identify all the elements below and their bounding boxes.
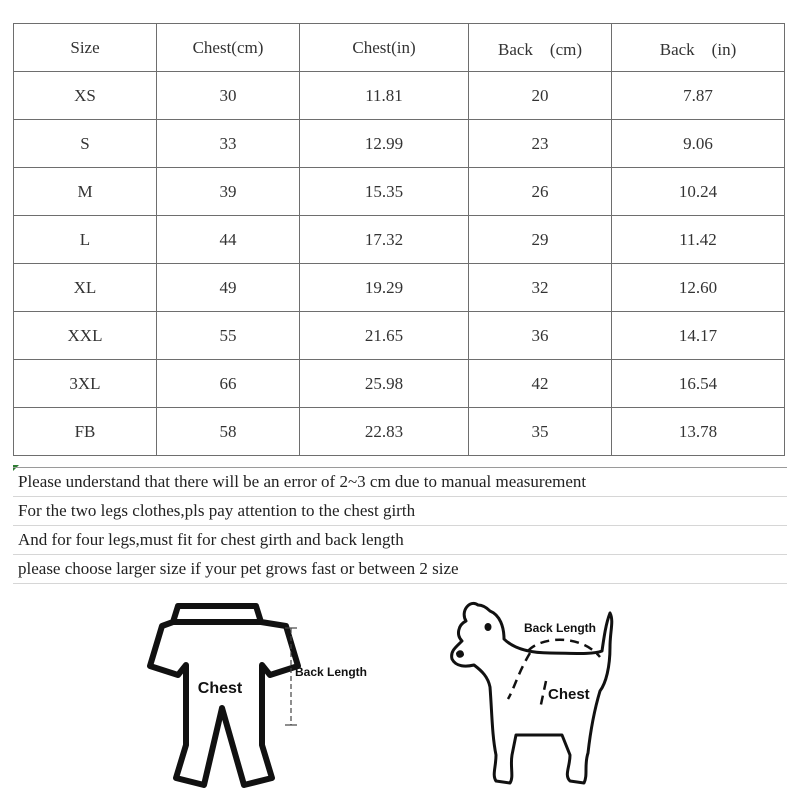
cell-back-in: 7.87: [612, 72, 785, 120]
dog-chest-path: [508, 653, 530, 699]
table-row: [14, 216, 785, 264]
dog-back-length-label: Back Length: [524, 621, 597, 635]
cell-back-cm: 36: [469, 312, 612, 360]
cell-back-cm: 42: [469, 360, 612, 408]
cell-chest-cm: 30: [157, 72, 300, 120]
cell-back-in: 12.60: [612, 264, 785, 312]
table-row: [14, 120, 785, 168]
table-row: [14, 264, 785, 312]
cell-size: 3XL: [14, 360, 157, 408]
cell-chest-in: 12.99: [300, 120, 469, 168]
note-four-legs: And for four legs,must fit for chest girth and back length: [13, 526, 787, 555]
dog-nose-icon: [456, 650, 464, 658]
cell-back-in: 14.17: [612, 312, 785, 360]
table-row: [14, 72, 785, 120]
note-measurement-error: Please understand that there will be an error of 2~3 cm due to manual measurement: [13, 467, 787, 497]
cell-size: XL: [14, 264, 157, 312]
cell-chest-cm: 49: [157, 264, 300, 312]
cell-back-in: 13.78: [612, 408, 785, 456]
garment-diagram: [140, 595, 390, 795]
cell-size: L: [14, 216, 157, 264]
garment-chest-label: Chest: [197, 680, 243, 697]
dog-chest-tick: [540, 681, 546, 709]
note-larger-size: please choose larger size if your pet grows fast or between 2 size: [13, 555, 787, 584]
header-size: Size: [14, 24, 157, 72]
cell-chest-in: 11.81: [300, 72, 469, 120]
header-back-in: Back (in): [612, 24, 785, 72]
cell-back-in: 11.42: [612, 216, 785, 264]
cell-chest-cm: 44: [157, 216, 300, 264]
cell-chest-in: 15.35: [300, 168, 469, 216]
table-header-row: [14, 24, 785, 72]
cell-back-in: 9.06: [612, 120, 785, 168]
cell-chest-in: 22.83: [300, 408, 469, 456]
table-row: [14, 168, 785, 216]
table-row: [14, 360, 785, 408]
cell-chest-in: 17.32: [300, 216, 469, 264]
garment-back-length-label: Back Length: [295, 665, 368, 679]
cell-size: S: [14, 120, 157, 168]
header-chest-in: Chest(in): [300, 24, 469, 72]
cell-back-in: 10.24: [612, 168, 785, 216]
note-two-legs: For the two legs clothes,pls pay attention to the chest girth: [13, 497, 787, 526]
cell-chest-in: 25.98: [300, 360, 469, 408]
cell-back-in: 16.54: [612, 360, 785, 408]
cell-chest-in: 19.29: [300, 264, 469, 312]
cell-back-cm: 32: [469, 264, 612, 312]
cell-chest-in: 21.65: [300, 312, 469, 360]
cell-chest-cm: 58: [157, 408, 300, 456]
cell-chest-cm: 33: [157, 120, 300, 168]
cell-size: XS: [14, 72, 157, 120]
cell-chest-cm: 66: [157, 360, 300, 408]
dog-chest-label: Chest: [548, 686, 590, 703]
cell-size: FB: [14, 408, 157, 456]
cell-back-cm: 23: [469, 120, 612, 168]
cell-back-cm: 35: [469, 408, 612, 456]
cell-size: XXL: [14, 312, 157, 360]
cell-back-cm: 20: [469, 72, 612, 120]
notes-section: [13, 467, 787, 584]
table-row: [14, 408, 785, 456]
size-chart-table: [13, 23, 785, 456]
cell-chest-cm: 55: [157, 312, 300, 360]
cell-size: M: [14, 168, 157, 216]
header-chest-cm: Chest(cm): [157, 24, 300, 72]
cell-back-cm: 26: [469, 168, 612, 216]
dog-diagram: [430, 595, 660, 795]
table-row: [14, 312, 785, 360]
dog-eye: [485, 623, 492, 631]
cell-back-cm: 29: [469, 216, 612, 264]
cell-chest-cm: 39: [157, 168, 300, 216]
header-back-cm: Back (cm): [469, 24, 612, 72]
